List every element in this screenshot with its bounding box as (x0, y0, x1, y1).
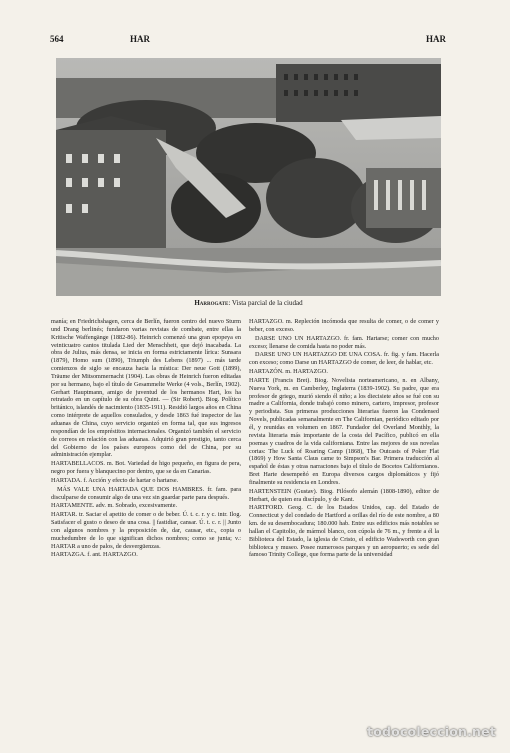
right-column (249, 318, 439, 560)
entry-hartada: HARTADA. f. Acción y efecto de hartar o hartarse. (51, 476, 179, 484)
entry-darse-hartazgo: DARSE UNO UN HARTAZGO. fr. fam. Hartarse; comer con mucho exceso; llenarse de comida hasta no poder más. (249, 334, 439, 350)
left-column (51, 318, 241, 560)
running-header (50, 34, 446, 48)
caption-place: Harrogate (194, 299, 229, 307)
entry-hartenstein: HARTENSTEIN (Gustav). Biog. Filósofo alemán (1808-1890), editor de Herbart, de quien era discípulo, y de Kant. (249, 487, 439, 503)
entry-hartabellacos: HARTABELLACOS. m. Bot. Variedad de higo pequeño, en figura de pera, negro por fuera y blanquecino por dentro, que se da en Canarias. (51, 460, 241, 476)
entry-hartazgo: HARTAZGO. m. Repleción incómoda que resulta de comer, o de comer y beber, con exceso. (249, 318, 439, 333)
entry-hartar: HARTAR. tr. Saciar el apetito de comer o de beber. Ú. t. c. r. y c. intr. Ilog. Satisfacer el gusto o deseo de una cosa. || fastidiar, cansar. Ú. t. c. r. || Junto con algunos nombres y la preposición de, dar, causar, etc., copia o muchedumbre de lo que significan dichos nombres; como se junta; v.: HARTAR a uno de palos, de desvergüenzas. (51, 511, 241, 550)
harrogate-photo (56, 58, 441, 296)
caption-text: : Vista parcial de la ciudad (228, 299, 303, 307)
page-number: 564 (50, 34, 64, 44)
entry-darse-hartazgo-cosa: DARSE UNO UN HARTAZGO DE UNA COSA. fr. fig. y fam. Hacerla con exceso; como Darse un HARTAZGO de comer, de leer, de hablar, etc. (249, 351, 439, 367)
entry-hartford: HARTFORD. Geog. C. de los Estados Unidos, cap. del Estado de Connecticut y del condado de Hartford a orillas del río de este nombre, a 80 km. de su desembocadura; 180.000 hab. Entre sus edificios más notables se hallan el Capitolio, de mármol blanco, con cúpola de 76 m., y frente a él la Biblioteca del Estado, la iglesia de Cristo, el edificio Wadsworth con gran biblioteca y museo. Posee numerosos parques y un aeropuerto; es sede del famoso Trinity College, que forma parte de la universidad (249, 504, 439, 559)
entry-hartazga: HARTAZGA. f. ant. HARTAZGO. (51, 551, 138, 559)
watermark: todocoleccion.net (367, 724, 496, 739)
entry-hartamente: HARTAMENTE. adv. m. Sobrado, excesivamente. (51, 502, 178, 510)
entry-mas-vale: MÁS VALE UNA HARTADA QUE DOS HAMBRES. fr. fam. para disculparse de consumir algo de una vez sin guardar parte para después. (51, 485, 241, 501)
guide-word-right: HAR (426, 34, 446, 44)
guide-word-left: HAR (130, 34, 150, 44)
entry-harte: HARTE (Francis Bret). Biog. Novelista norteamericano, n. en Albany, Nueva York, m. en Camberley, Inglaterra (1839-1902). Su padre, que era profesor de griego, murió siendo él niño; a los diecisiete años se fué con su madre a California, donde trabajó como minero, cartero, impresor, profesor y periodista. Sus primeras producciones literarias fueron las Condensed Novels, publicadas semanalmente en The Californian, periódico editado por él, y reunidas en volumen en 1867. Fundador del Overland Monthly, la revista literaria más importante de la costa del Pacífico, publicó en ella poemas y cuadros de la vida californiana. Entre las mejores de sus novelas cortas: The Luck of Roaring Camp (1868), The Outcasts of Poker Flat (1869) y How Santa Claus came to Simpson's Bar. Primera traducción al español de éstas y otras narraciones bajo el título de Bocetos Californianos. Bret Harte desempeñó en Europa diversos cargos diplomáticos y fijó finalmente su residencia en Londres. (249, 376, 439, 486)
entry-hart-continued: manía; en Friedrichshagen, cerca de Berlín, fueron centro del nuevo Sturm und Drang berlinés; fundaron varias revistas de combate, entre ellas la Kritische Waffengänge (1882-86). Heinrich comenzó una gran epopeya en veinticuatro cantos titulada Lied der Menschheit, que dejó inacabada. La obra de Julius, más densa, se inicia en forma estrictamente lírica: Sunsara (1879), Homo sum (1890), Triumph des Lebens (1897) ... más tarde comienzos de siglo se encauza hacia la mística: Der neue Gott (1899), Träume der Mitsommernacht (1904). Las obras de Heinrich fueron editadas por su hermano, bajo el título de Gesammelte Werke (4 vols., Berlín, 1902). Gerhart Hauptmann, amigo de juventud de los hermanos Hart, los ha retratado en un capítulo de su obra Quint. — (Sir Robert). Biog. Político británico, islandés de nacimiento (1835-1911). Residió largos años en China como intérprete de aquellos consulados, y desde 1863 fué inspector de las aduanas de China, cuyo servicio organizó en forma tal, que sus ingresos respondían de los empréstitos internacionales. Organizó también el servicio de correos en relación con las aduanas. Adquirió gran prestigio, tanto cerca del Gobierno de los países europeos como del de China, por su administración ejemplar. (51, 318, 241, 459)
entry-hartazon: HARTAZÓN. m. HARTAZGO. (249, 368, 328, 376)
photo-caption (56, 299, 441, 307)
